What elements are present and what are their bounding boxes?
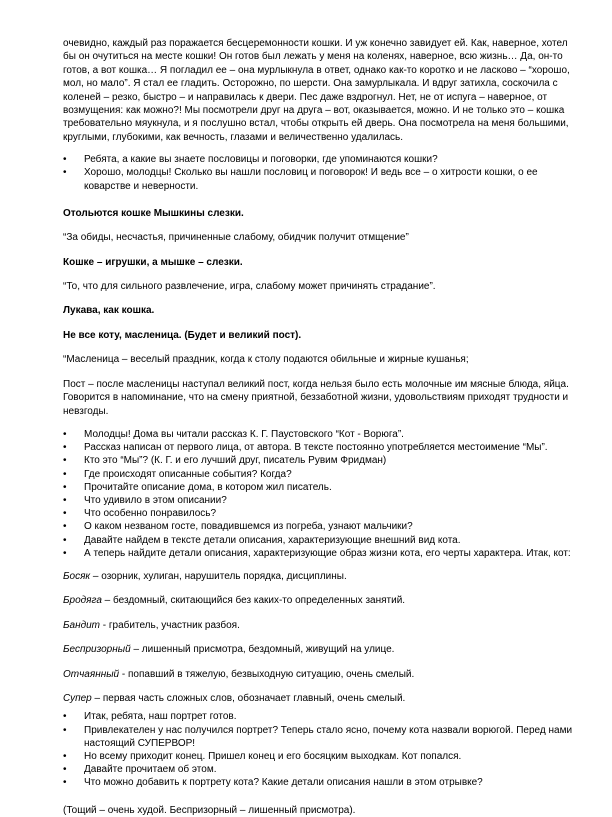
definition-text: – первая часть сложных слов, обозначает главный, очень смелый. <box>91 692 406 704</box>
list-item: • Молодцы! Дома вы читали рассказ К. Г. Паустовского “Кот - Ворюга”. <box>63 428 404 440</box>
bullet-icon: • <box>63 428 67 440</box>
definition-term: Бродяга <box>63 595 102 607</box>
closing-note: (Тощий – очень худой. Беспризорный – лишенный присмотра). <box>63 804 356 816</box>
definition-term: Беспризорный <box>63 644 131 656</box>
list-item: • О каком незваном госте, повадившемся из погреба, узнают мальчики? <box>63 521 413 533</box>
bullet-icon: • <box>63 521 67 533</box>
bullet-icon: • <box>63 751 67 762</box>
bullet-list-questions <box>63 428 580 560</box>
bullet-icon: • <box>63 442 67 454</box>
proverb-explanation: “Масленица – веселый праздник, когда к столу подаются обильные и жирные кушанья; <box>63 354 469 366</box>
proverb-explanation: Пост – после масленицы наступал великий пост, когда нельзя было есть молочные им мясные блюда, яйца. Говорится в напоминание, что на смену приятной, беззаботной жизни, удовольствиям приходят трудности и невзгоды. <box>63 378 569 417</box>
list-item: • Прочитайте описание дома, в котором жил писатель. <box>63 481 332 493</box>
definition-term: Бандит <box>63 619 100 631</box>
definition-term: Босяк <box>63 570 91 582</box>
list-item: • Давайте найдем в тексте детали описания, характеризующие внешний вид кота. <box>63 534 461 546</box>
bullet-icon: • <box>63 508 67 520</box>
list-item: • А теперь найдите детали описания, характеризующие образ жизни кота, его черты характера. Итак, кот: <box>63 547 571 559</box>
bullet-list-conclusion <box>63 710 580 789</box>
definition <box>63 619 580 632</box>
bullet-icon: • <box>63 494 67 506</box>
bullet-icon: • <box>63 468 67 480</box>
proverb-heading: Кошке – игрушки, а мышке – слезки. <box>63 256 243 268</box>
list-item: • Итак, ребята, наш портрет готов. <box>63 711 237 723</box>
definition <box>63 570 580 583</box>
definitions-list <box>63 570 580 705</box>
proverb-explanation: “За обиды, несчастья, причиненные слабому, обидчик получит отмщение” <box>63 232 409 244</box>
definition-term: Супер <box>63 692 92 704</box>
bullet-icon: • <box>63 455 67 467</box>
list-item: • Где происходят описанные события? Когда? <box>63 468 292 480</box>
list-item: • Ребята, а какие вы знаете пословицы и поговорки, где упоминаются кошки? <box>63 154 438 166</box>
bullet-icon: • <box>63 481 67 493</box>
proverb-explanation: “То, что для сильного развлечение, игра, слабому может причинять страдание”. <box>63 281 436 293</box>
definition <box>63 643 580 656</box>
list-item: • Привлекателен у нас получился портрет? Теперь стало ясно, почему кота назвали ворюгой. Перед нами настоящий СУПЕРВОР! <box>63 724 573 749</box>
list-item: • Что особенно понравилось? <box>63 508 217 520</box>
definition-term: Отчаянный <box>63 668 120 680</box>
bullet-icon: • <box>63 724 67 736</box>
bullet-icon: • <box>63 764 67 776</box>
proverb-heading: Лукава, как кошка. <box>63 305 155 317</box>
list-item: • Что можно добавить к портрету кота? Какие детали описания нашли в этом отрывке? <box>63 777 483 789</box>
bullet-icon: • <box>63 777 67 789</box>
bullet-icon: • <box>63 547 67 559</box>
list-item: • Кто это “Мы”? (К. Г. и его лучший друг, писатель Рувим Фридман) <box>63 455 387 467</box>
list-item: • Но всему приходит конец. Пришел конец и его босяцким выходкам. Кот попался. <box>63 751 462 762</box>
bullet-icon: • <box>63 154 67 166</box>
list-item: • Что удивило в этом описании? <box>63 494 227 506</box>
definition-text: – лишенный присмотра, бездомный, живущий на улице. <box>130 644 395 656</box>
bullet-icon: • <box>63 711 67 723</box>
document-page <box>63 37 580 817</box>
definition <box>63 692 580 705</box>
definition-text: – озорник, хулиган, нарушитель порядка, дисциплины. <box>90 570 347 582</box>
proverb-heading: Отольются кошке Мышкины слезки. <box>63 207 244 219</box>
proverb-heading: Не все коту, масленица. (Будет и великий пост). <box>63 329 302 341</box>
definition <box>63 594 580 607</box>
definition-text: – бездомный, скитающийся без каких-то определенных занятий. <box>101 595 406 607</box>
intro-paragraph: очевидно, каждый раз поражается бесцеремонности кошки. И уж конечно завидует ей. Как, наверное, хотел бы он очутиться на месте кошки! Он готов был лежать у меня на коленях, наверное, всю жизнь… Да, он-то готов, а вот кошка… Я погладил ее – она мурлыкнула в ответ, однако как-то коротко и не ласково – “хорошо, мол, но мало”. Я стал ее гладить. Осторожно, по шерсти. Она замурлыкала. И вдруг затихла, соскочила с коленей – резко, быстро – и направилась к двери. Пес даже вздрогнул. Нет, не от испуга – наверное, от возмущения: как можно?! Мы посмотрели друг на друга – вот, оказывается, можно. И не только это – кошка требовательно мяукнула, и я послушно встал, чтобы открыть ей дверь. Она посмотрела на меня большими, круглыми, глубокими, как вечность, глазами и величественно удалилась. <box>63 38 570 143</box>
definition-text: - попавший в тяжелую, безвыходную ситуацию, очень смелый. <box>119 668 415 680</box>
list-item: • Рассказ написан от первого лица, от автора. В тексте постоянно употребляется местоимение “Мы”. <box>63 442 548 454</box>
list-item: • Давайте прочитаем об этом. <box>63 764 217 776</box>
bullet-icon: • <box>63 167 67 179</box>
list-item: • Хорошо, молодцы! Сколько вы нашли пословиц и поговорок! И ведь все – о хитрости кошки, о ее коварстве и неверности. <box>63 167 538 192</box>
bullet-list-proverbs-intro <box>63 153 580 193</box>
bullet-icon: • <box>63 534 67 546</box>
definition <box>63 668 580 681</box>
definition-text: - грабитель, участник разбоя. <box>100 619 240 631</box>
